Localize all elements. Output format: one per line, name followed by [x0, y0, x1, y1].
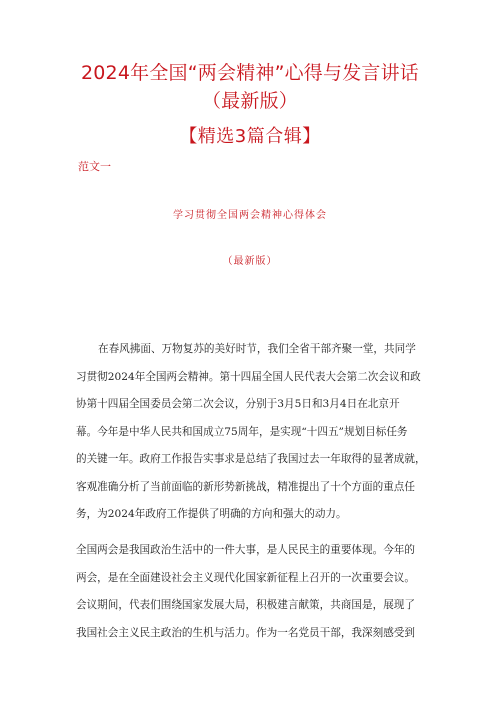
paragraph-line: 全国两会是我国政治生活中的一件大事，是人民民主的重要体现。今年的 [76, 544, 415, 556]
document-title-collection: 【精选3篇合辑】 [179, 126, 321, 147]
paragraph-line: 两会，是在全面建设社会主义现代化国家新征程上召开的一次重要会议。 [76, 571, 415, 584]
paragraph-line: 的关键一年。政府工作报告实事求是总结了我国过去一年取得的显著成就， [76, 453, 426, 465]
paragraph-line: 会议期间，代表们围绕国家发展大局，积极建言献策，共商国是，展现了 [76, 599, 415, 611]
section-label: 范文一 [78, 160, 111, 173]
paragraph-line: 我国社会主义民主政治的生机与活力。作为一名党员干部，我深刻感受到 [76, 626, 415, 639]
paragraph-line: 在春风拂面、万物复苏的美好时节，我们全省干部齐聚一堂，共同学 [98, 343, 416, 355]
paragraph-line: 务，为2024年政府工作提供了明确的方向和强大的动力。 [76, 508, 347, 520]
body-paragraph-2 [76, 537, 428, 647]
paragraph-line: 客观准确分析了当前面临的新形势新挑战，精准提出了十个方面的重点任 [76, 480, 415, 493]
article-title: 学习贯彻全国两会精神心得体会 [173, 210, 327, 221]
body-paragraph-1 [76, 336, 428, 529]
paragraph-line: 幕。今年是中华人民共和国成立75周年，是实现“十四五”规划目标任务 [76, 425, 408, 438]
document-title-edition: （最新版） [201, 90, 298, 112]
document-title: 2024年全国“两会精神”心得与发言讲话 [80, 62, 420, 84]
paragraph-line: 协第十四届全国委员会第二次会议，分别于3月5日和3月4日在北京开 [76, 398, 400, 410]
article-edition: （最新版） [222, 256, 278, 267]
paragraph-line: 习贯彻2024年全国两会精神。第十四届全国人民代表大会第二次会议和政 [76, 370, 421, 383]
